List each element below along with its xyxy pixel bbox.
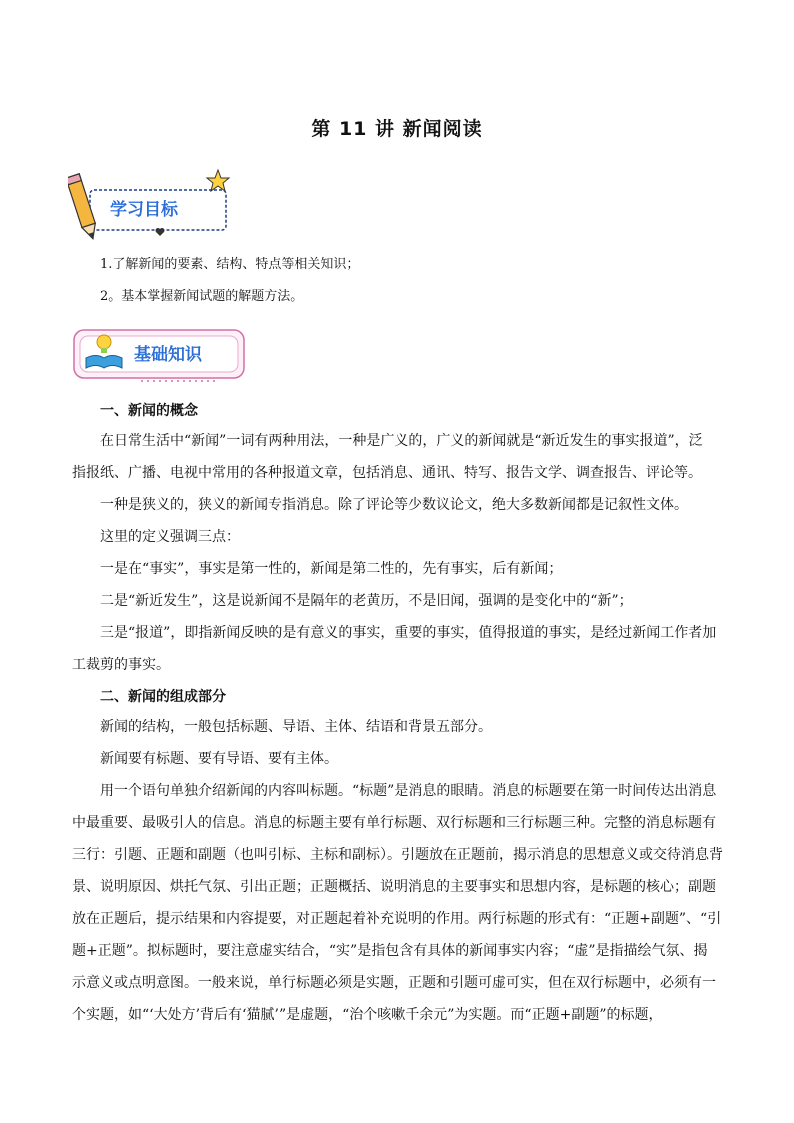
- paragraph-line: 二是“新近发生”，这是说新闻不是隔年的老黄历，不是旧闻，强调的是变化中的“新”；: [100, 593, 633, 609]
- section-heading: 一、新闻的概念: [100, 403, 198, 419]
- pencil-icon: [68, 168, 236, 248]
- page-title: 第 11 讲 新闻阅读: [311, 118, 483, 140]
- paragraph-line: 中最重要、最吸引人的信息。消息的标题主要有单行标题、双行标题和三行标题三种。完整的消息标题有: [72, 815, 716, 831]
- paragraph-line: 示意义或点明意图。一般来说，单行标题必须是实题，正题和引题可虚可实，但在双行标题中，必须有一: [72, 975, 716, 991]
- section-heading: 二、新闻的组成部分: [100, 689, 226, 705]
- paragraph-line: 新闻要有标题、要有导语、要有主体。: [100, 751, 338, 767]
- goal-item: 2。基本掌握新闻试题的解题方法。: [100, 289, 304, 304]
- paragraph-line: 题+正题”。拟标题时，要注意虚实结合，“实”是指包含有具体的新闻事实内容；“虚”是指描绘气氛、揭: [72, 943, 708, 959]
- paragraph-line: 三行：引题、正题和副题（也叫引标、主标和副标）。引题放在正题前，揭示消息的思想意义或交待消息背: [72, 847, 723, 863]
- paragraph-line: 指报纸、广播、电视中常用的各种报道文章，包括消息、通讯、特写、报告文学、调查报告、评论等。: [72, 465, 702, 481]
- paragraph-line: 放在正题后，提示结果和内容提要，对正题起着补充说明的作用。两行标题的形式有：“正题+副题”、“引: [72, 911, 722, 927]
- paragraph-line: 景、说明原因、烘托气氛、引出正题；正题概括、说明消息的主要事实和思想内容，是标题的核心；副题: [72, 879, 716, 895]
- paragraph-line: 用一个语句单独介绍新闻的内容叫标题。“标题”是消息的眼睛。消息的标题要在第一时间传达出消息: [100, 783, 717, 799]
- basic-knowledge-banner: [72, 326, 250, 386]
- paragraph-line: 一种是狭义的，狭义的新闻专指消息。除了评论等少数议论文，绝大多数新闻都是记叙性文体。: [100, 497, 688, 513]
- paragraph-line: 工裁剪的事实。: [72, 657, 170, 673]
- svg-text:基础知识: 基础知识: [134, 345, 202, 365]
- paragraph-line: 新闻的结构，一般包括标题、导语、主体、结语和背景五部分。: [100, 719, 492, 735]
- star-icon: [207, 170, 229, 191]
- learning-goals-banner: [68, 168, 236, 248]
- paragraph-line: 一是在“事实”，事实是第一性的，新闻是第二性的，先有事实，后有新闻；: [100, 561, 563, 577]
- paragraph-line: 个实题，如“‘大处方’背后有‘猫腻’”是虚题，“治个咳嗽千余元”为实题。而“正题+副题”的标题，: [72, 1007, 663, 1023]
- paragraph-line: 这里的定义强调三点：: [100, 529, 240, 545]
- heart-icon: [156, 228, 165, 236]
- paragraph-line: 在日常生活中“新闻”一词有两种用法，一种是广义的，广义的新闻就是“新近发生的事实报道”，泛: [100, 433, 703, 449]
- goal-item: 1.了解新闻的要素、结构、特点等相关知识；: [100, 257, 360, 272]
- svg-text:学习目标: 学习目标: [110, 200, 178, 220]
- paragraph-line: 三是“报道”，即指新闻反映的是有意义的事实，重要的事实，值得报道的事实，是经过新闻工作者加: [100, 625, 717, 641]
